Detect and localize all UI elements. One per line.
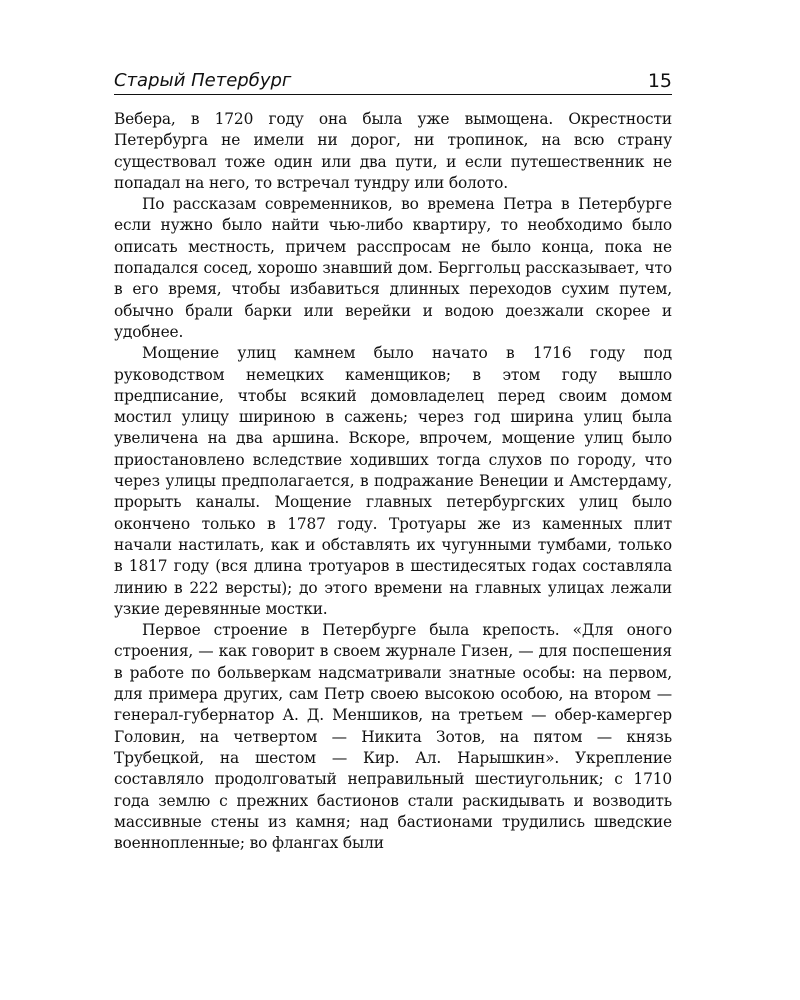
book-page (114, 62, 672, 854)
paragraph-1: Вебера, в 1720 году она была уже вымощена. Окрестности Петербурга не имели ни дорог, ни тропинок, на всю страну существовал тоже один или два пути, и если путешественник не попадал на него, то встречал тундру или болото. (114, 110, 672, 192)
page-number: 15 (647, 70, 672, 92)
body-text (114, 109, 672, 854)
paragraph-3: Мощение улиц камнем было начато в 1716 году под руководством немецких каменщиков; в этом году вышло предписание, чтобы всякий домовладелец перед своим домом мостил улицу шириною в сажень; через год ширина улиц была увеличена на два аршина. Вскоре, впрочем, мощение улиц было приостановлено вследствие ходивших тогда слухов по городу, что через улицы предполагается, в подражание Венеции и Амстердаму, прорыть каналы. Мощение главных петербургских улиц было окончено только в 1787 году. Тротуары же из каменных плит начали настилать, как и обставлять их чугунными тумбами, только в 1817 году (вся длина тротуаров в шестидесятых годах составляла линию в 222 версты); до этого времени на главных улицах лежали узкие деревянные мостки. (114, 344, 672, 618)
paragraph-2: По рассказам современников, во времена Петра в Петербурге если нужно было найти чью-либо квартиру, то необходимо было описать местность, причем расспросам не было конца, пока не попадался сосед, хорошо знавший дом. Берггольц рассказывает, что в его время, чтобы избавиться длинных переходов сухим путем, обычно брали барки или верейки и водою доезжали скорее и удобнее. (114, 195, 672, 341)
running-header (114, 62, 672, 95)
paragraph-4: Первое строение в Петербурге была крепость. «Для оного строения, — как говорит в своем журнале Гизен, — для поспешения в работе по больверкам надсматривали знатные особы: на первом, для примера других, сам Петр своею высокою особою, на втором — генерал-губернатор А. Д. Меншиков, на третьем — обер-камергер Головин, на четвертом — Никита Зотов, на пятом — князь Трубецкой, на шестом — Кир. Ал. Нарышкин». Укрепление составляло продолговатый неправильный шестиугольник; с 1710 года землю с прежних бастионов стали раскидывать и возводить массивные стены из камня; над бастионами трудились шведские военнопленные; во флангах были (114, 621, 672, 853)
running-title: Старый Петербург (114, 70, 292, 91)
